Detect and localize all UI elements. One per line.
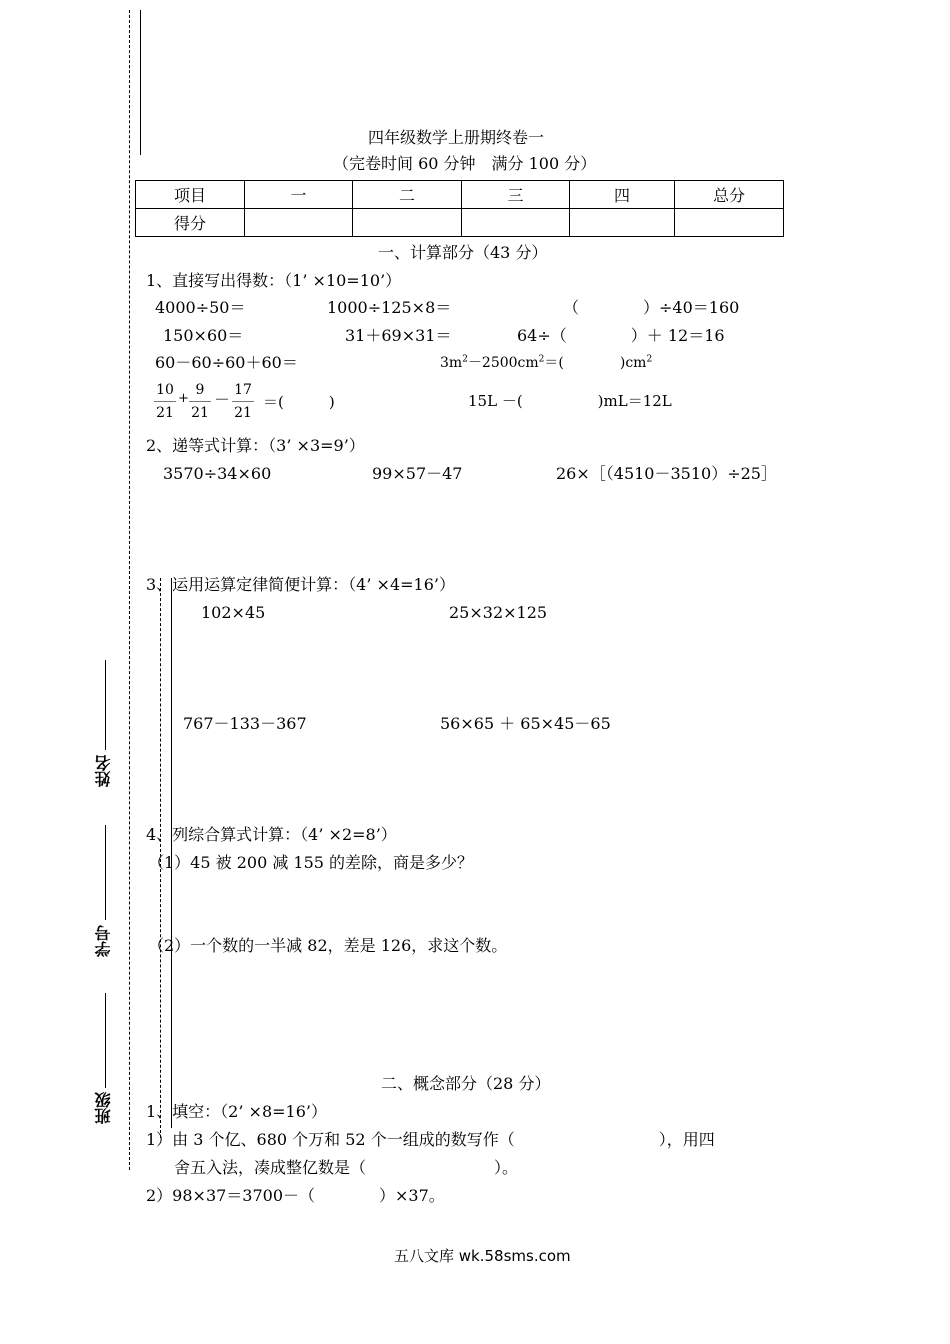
score-cell[interactable] [570,209,675,237]
section1-title: 一、计算部分（43 分） [378,243,548,262]
q2-item: 3570÷34×60 [163,464,272,483]
class-fill-line [105,993,106,1088]
binding-dashed-line [129,10,130,1170]
score-cell[interactable] [245,209,353,237]
section2-title: 二、概念部分（28 分） [381,1074,551,1093]
q1-item: 64÷（ ）＋ 12＝16 [517,326,725,345]
score-cell[interactable] [675,209,784,237]
q1-item: 4000÷50＝ [155,298,246,317]
score-cell[interactable] [353,209,462,237]
fraction-9-21: 9 21 [189,382,211,421]
fraction-answer-blank: ＝( ) [263,393,335,411]
q1-item: 150×60＝ [163,326,244,345]
score-table [135,180,784,237]
student-id-fill-line [105,825,106,920]
q1-item: 31＋69×31＝ [345,326,452,345]
q1-item: 1000÷125×8＝ [327,298,452,317]
score-table-score-row [136,209,784,237]
page-title: 四年级数学上册期终卷一 [368,128,545,147]
margin-label-name: 姓名 [94,755,113,787]
q3-item: 56×65 ＋ 65×45－65 [440,714,611,733]
score-header-cell: 项目 [136,181,245,209]
q3-item: 102×45 [201,603,266,622]
score-cell[interactable] [462,209,570,237]
q3-item: 25×32×125 [449,603,548,622]
plus-sign: + [178,391,189,406]
q3-item: 767－133－367 [183,714,307,733]
margin-label-student-id: 学号 [94,925,113,957]
score-header-cell: 二 [353,181,462,209]
q1-title: 1、直接写出得数：（1’ ×10=10’） [146,271,402,290]
score-header-cell: 一 [245,181,353,209]
q1-item: 60－60÷60＋60＝ [155,353,298,372]
q4-item: （2）一个数的一半减 82，差是 126，求这个数。 [148,936,508,955]
minus-sign: － [214,390,231,409]
q1-item-volume: 15L －( )mL＝12L [468,392,672,410]
score-row-label: 得分 [136,209,245,237]
q4-item: （1）45 被 200 减 155 的差除，商是多少？ [148,853,474,872]
score-header-cell: 四 [570,181,675,209]
q2-item: 26×［（4510－3510）÷25］ [556,464,777,483]
q1-item-area-conversion: $3m^2-2500cm^2=$( )$cm^2$ [440,354,653,371]
margin-label-class: 班级 [94,1092,113,1124]
q3-title: 3、运用运算定律简便计算：（4’ ×4=16’） [146,575,455,594]
name-fill-line [105,660,106,750]
s2-q1-item1-line1: 1）由 3 个亿、680 个万和 52 个一组成的数写作（ ），用四 [146,1130,715,1149]
q2-title: 2、递等式计算：（3’ ×3=9’） [146,436,365,455]
fraction-17-21: 17 21 [232,382,254,421]
score-table-header-row [136,181,784,209]
page-subtitle: （完卷时间 60 分钟 满分 100 分） [333,154,597,173]
s2-q1-title: 1、填空：（2’ ×8=16’） [146,1102,327,1121]
score-header-cell: 总分 [675,181,784,209]
fraction-10-21: 10 21 [154,382,176,421]
binding-line-top [140,10,141,155]
q2-item: 99×57－47 [372,464,463,483]
s2-q1-item2: 2）98×37＝3700－（ ）×37。 [146,1186,445,1205]
s2-q1-item1-line2: 舍五入法，凑成整亿数是（ ）。 [174,1158,519,1177]
q1-item: （ ）÷40＝160 [563,298,740,317]
footer-watermark: 五八文库 wk.58sms.com [394,1247,571,1265]
score-header-cell: 三 [462,181,570,209]
q4-title: 4、列综合算式计算：（4’ ×2=8’） [146,825,397,844]
